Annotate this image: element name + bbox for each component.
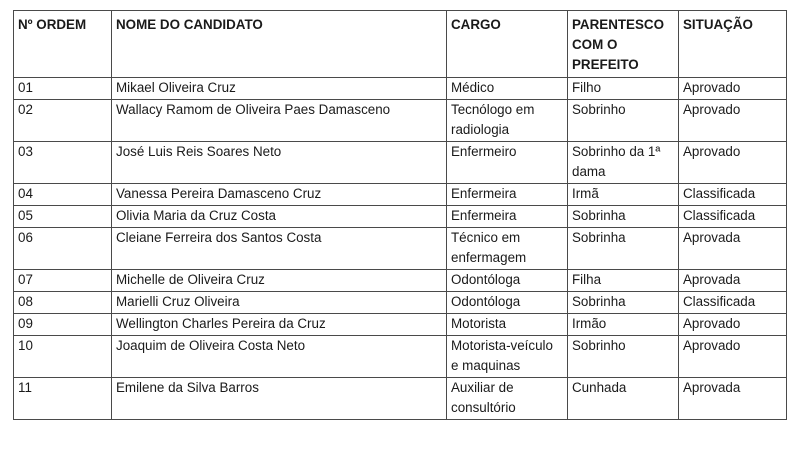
name-cell: Emilene da Silva Barros	[112, 378, 447, 420]
status-cell: Aprovada	[679, 228, 787, 270]
kinship-cell: Sobrinho	[568, 336, 679, 378]
position-cell: Enfermeira	[447, 206, 568, 228]
name-cell: Joaquim de Oliveira Costa Neto	[112, 336, 447, 378]
table-row	[14, 336, 787, 378]
position-cell: Técnico em enfermagem	[447, 228, 568, 270]
position-cell: Enfermeira	[447, 184, 568, 206]
name-cell: Olivia Maria da Cruz Costa	[112, 206, 447, 228]
kinship-cell: Sobrinha	[568, 206, 679, 228]
table-row	[14, 206, 787, 228]
name-cell: José Luis Reis Soares Neto	[112, 142, 447, 184]
order-cell: 09	[14, 314, 112, 336]
name-cell: Marielli Cruz Oliveira	[112, 292, 447, 314]
status-cell: Aprovado	[679, 336, 787, 378]
kinship-cell: Filha	[568, 270, 679, 292]
order-cell: 11	[14, 378, 112, 420]
name-cell: Cleiane Ferreira dos Santos Costa	[112, 228, 447, 270]
order-cell: 07	[14, 270, 112, 292]
header-order: Nº ORDEM	[14, 11, 112, 78]
position-cell: Enfermeiro	[447, 142, 568, 184]
status-cell: Aprovada	[679, 270, 787, 292]
order-cell: 04	[14, 184, 112, 206]
status-cell: Classificada	[679, 292, 787, 314]
table-row	[14, 378, 787, 420]
position-cell: Auxiliar de consultório	[447, 378, 568, 420]
header-position: CARGO	[447, 11, 568, 78]
kinship-cell: Filho	[568, 78, 679, 100]
status-cell: Aprovado	[679, 314, 787, 336]
position-cell: Tecnólogo em radiologia	[447, 100, 568, 142]
candidates-table	[13, 10, 787, 420]
kinship-cell: Irmã	[568, 184, 679, 206]
order-cell: 06	[14, 228, 112, 270]
table-row	[14, 78, 787, 100]
header-kinship: PARENTESCO COM O PREFEITO	[568, 11, 679, 78]
order-cell: 01	[14, 78, 112, 100]
table-row	[14, 142, 787, 184]
status-cell: Classificada	[679, 184, 787, 206]
name-cell: Michelle de Oliveira Cruz	[112, 270, 447, 292]
table-row	[14, 184, 787, 206]
kinship-cell: Sobrinho	[568, 100, 679, 142]
order-cell: 02	[14, 100, 112, 142]
order-cell: 08	[14, 292, 112, 314]
status-cell: Aprovado	[679, 78, 787, 100]
table-row	[14, 270, 787, 292]
status-cell: Aprovado	[679, 142, 787, 184]
header-row	[14, 11, 787, 78]
position-cell: Motorista-veículo e maquinas	[447, 336, 568, 378]
table-row	[14, 314, 787, 336]
kinship-cell: Sobrinho da 1ª dama	[568, 142, 679, 184]
name-cell: Wallacy Ramom de Oliveira Paes Damasceno	[112, 100, 447, 142]
kinship-cell: Sobrinha	[568, 228, 679, 270]
order-cell: 05	[14, 206, 112, 228]
position-cell: Médico	[447, 78, 568, 100]
kinship-cell: Irmão	[568, 314, 679, 336]
position-cell: Odontóloga	[447, 270, 568, 292]
name-cell: Vanessa Pereira Damasceno Cruz	[112, 184, 447, 206]
status-cell: Aprovado	[679, 100, 787, 142]
kinship-cell: Cunhada	[568, 378, 679, 420]
name-cell: Wellington Charles Pereira da Cruz	[112, 314, 447, 336]
order-cell: 10	[14, 336, 112, 378]
order-cell: 03	[14, 142, 112, 184]
position-cell: Odontóloga	[447, 292, 568, 314]
table-row	[14, 100, 787, 142]
table-row	[14, 292, 787, 314]
table-row	[14, 228, 787, 270]
position-cell: Motorista	[447, 314, 568, 336]
name-cell: Mikael Oliveira Cruz	[112, 78, 447, 100]
status-cell: Aprovada	[679, 378, 787, 420]
table-body	[14, 78, 787, 420]
header-candidate-name: NOME DO CANDIDATO	[112, 11, 447, 78]
header-status: SITUAÇÃO	[679, 11, 787, 78]
kinship-cell: Sobrinha	[568, 292, 679, 314]
status-cell: Classificada	[679, 206, 787, 228]
